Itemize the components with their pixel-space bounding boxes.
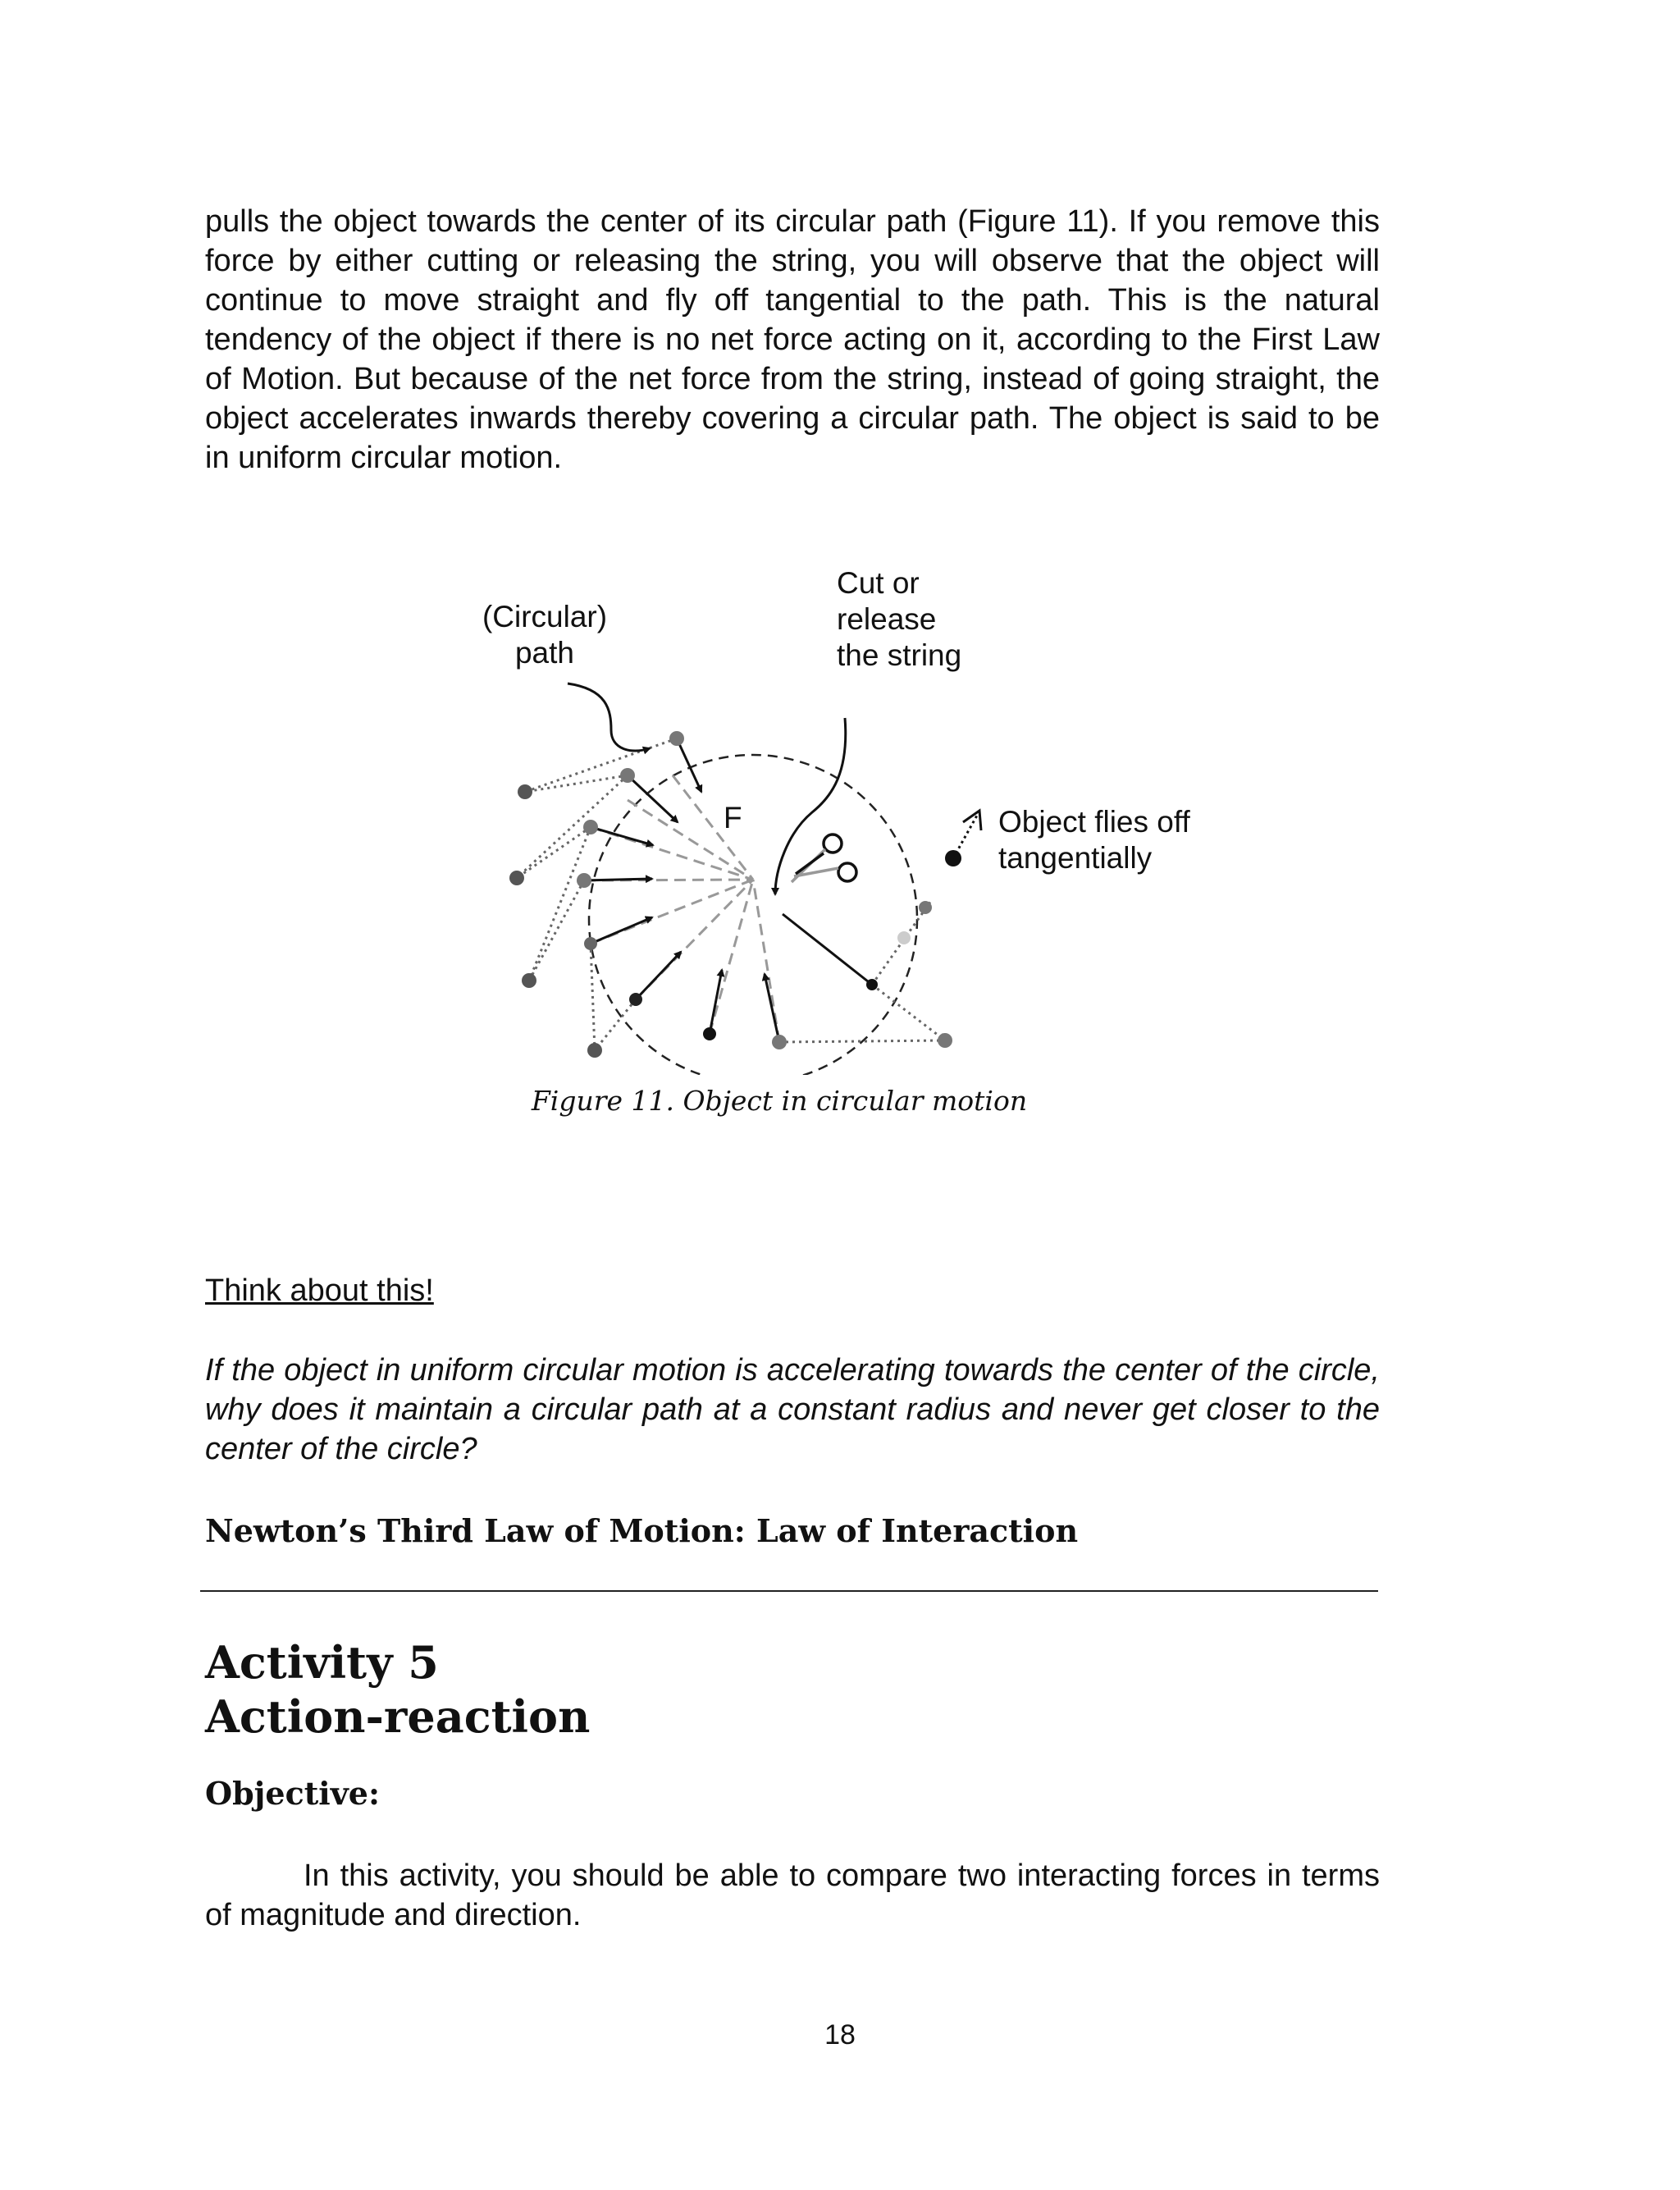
label-cut-line2: release [837,602,937,636]
objective-text: In this activity, you should be able to compare two interacting forces in terms of magnitude and direction. [205,1859,1380,1932]
label-cut-line3: the string [837,638,962,672]
string-line [783,914,872,985]
objects-on-path [577,731,961,1049]
label-flies-off [998,804,1190,876]
label-cut-string [837,565,961,674]
label-path-line1: (Circular) [482,600,608,633]
tangent-lines [517,738,945,1050]
think-title: Think about this! [205,1273,434,1308]
intro-paragraph: pulls the object towards the center of its circular path (Figure 11). If you remove this force by either cutting or releasing the string, you will observe that the object will continue to move straight and fly off tangential to the path. This is the natural tendency of the object if there is no net force acting on it, according to the First Law of Motion. But because of the net force from the string, instead of going straight, the object accelerates inwards thereby covering a circular path. The object is said to be in uniform circular motion. [205,204,1380,475]
activity-title [205,1635,590,1744]
page-number: 18 [824,2019,856,2051]
figure-circular-motion [427,566,1247,1075]
activity-number: Activity 5 [205,1636,439,1689]
label-cut-line1: Cut or [837,566,920,600]
think-question: If the object in uniform circular motion is accelerating towards the center of the circle, why does it maintain a circular path at a constant radius and never get closer to the center of the circle? [205,1353,1380,1466]
scissors-icon [792,834,856,882]
figure-caption: Figure 11. Object in circular motion [531,1085,1028,1117]
section-divider [200,1590,1378,1592]
circular-path [589,755,917,1075]
label-circular-path [463,599,627,671]
label-path-line2: path [514,636,574,670]
objective-heading: Objective: [205,1775,381,1812]
label-flies-line2: tangentially [998,841,1153,875]
law-heading: Newton’s Third Law of Motion: Law of Interaction [205,1512,1079,1549]
label-force: F [724,801,742,834]
path-pointer [568,684,650,751]
activity-name: Action-reaction [205,1690,591,1743]
label-flies-line1: Object flies off [998,805,1190,839]
radial-lines [584,775,779,1042]
